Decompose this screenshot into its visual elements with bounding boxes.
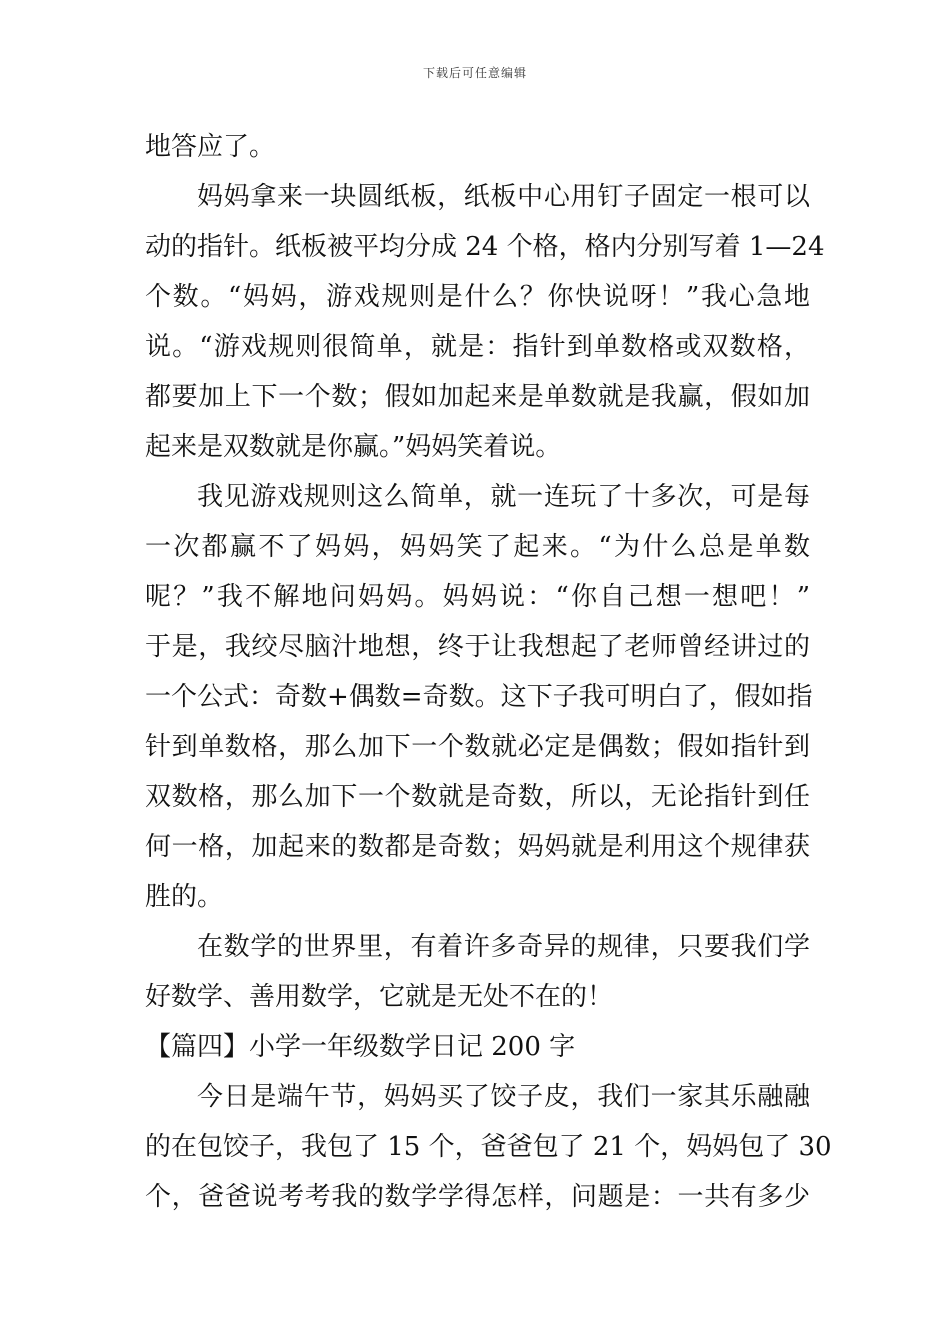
text-line: 起来是双数就是你赢。”妈妈笑着说。: [145, 432, 562, 462]
text-line: 一次都赢不了妈妈，妈妈笑了起来。“为什么总是单数: [145, 532, 810, 562]
paragraph-dumplings: [145, 1072, 832, 1222]
text-line: 双数格，那么加下一个数就是奇数，所以，无论指针到任: [145, 782, 810, 812]
paragraph-game-explanation: [145, 472, 813, 922]
paragraph-continuation: [145, 122, 810, 172]
page-header: 下载后可任意编辑: [422, 66, 527, 80]
paragraph-spinner-setup: [145, 172, 825, 472]
text-line: 说。“游戏规则很简单，就是：指针到单数格或双数格，: [145, 332, 810, 362]
text-line: 胜的。: [145, 882, 224, 912]
text-line: 何一格，加起来的数都是奇数；妈妈就是利用这个规律获: [145, 832, 810, 862]
paragraph-conclusion: [145, 922, 810, 1022]
text-line: 地答应了。: [145, 132, 276, 162]
text-line: 个，爸爸说考考我的数学学得怎样，问题是：一共有多少: [145, 1182, 810, 1212]
text-line: 动的指针。纸板被平均分成 24 个格，格内分别写着 1—24: [145, 232, 825, 262]
text-line: 在数学的世界里，有着许多奇异的规律，只要我们学: [197, 932, 810, 962]
text-line: 个数。“妈妈，游戏规则是什么？你快说呀！”我心急地: [145, 282, 810, 312]
text-line: 今日是端午节，妈妈买了饺子皮，我们一家其乐融融: [197, 1082, 810, 1112]
document-body: [145, 122, 832, 1222]
section-heading: 【篇四】小学一年级数学日记 200 字: [145, 1032, 576, 1062]
text-line: 都要加上下一个数；假如加起来是单数就是我赢，假如加: [145, 382, 810, 412]
text-line: 呢？”我不解地问妈妈。妈妈说：“你自己想一想吧！”: [145, 582, 810, 612]
text-line: 针到单数格，那么加下一个数就必定是偶数；假如指针到: [145, 732, 810, 762]
text-line: 于是，我绞尽脑汁地想，终于让我想起了老师曾经讲过的: [145, 632, 810, 662]
text-line: 一个公式：奇数+偶数=奇数。这下子我可明白了，假如指: [145, 682, 813, 712]
text-line: 好数学、善用数学，它就是无处不在的！: [145, 982, 614, 1012]
text-line: 妈妈拿来一块圆纸板，纸板中心用钉子固定一根可以: [197, 182, 810, 212]
text-line: 的在包饺子，我包了 15 个，爸爸包了 21 个，妈妈包了 30: [145, 1132, 832, 1162]
text-line: 我见游戏规则这么简单，就一连玩了十多次，可是每: [197, 482, 810, 512]
